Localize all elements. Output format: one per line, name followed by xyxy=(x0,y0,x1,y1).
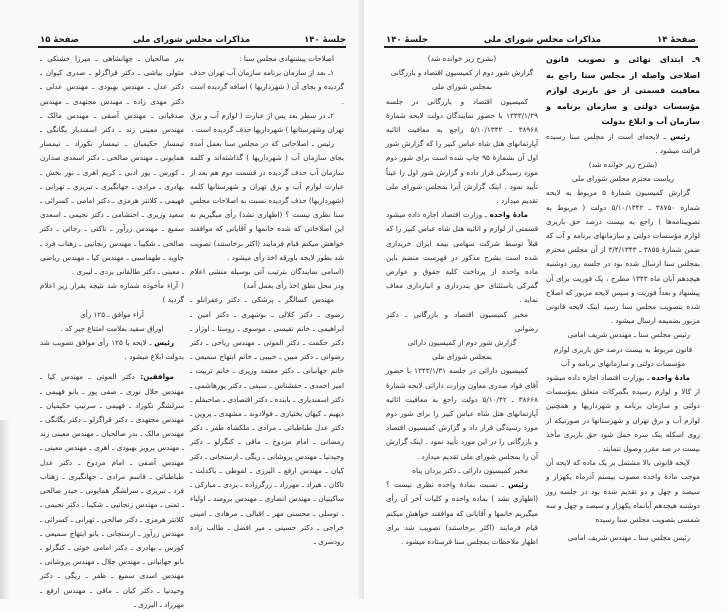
page-15 xyxy=(0,0,364,609)
page-header xyxy=(40,31,346,45)
paragraph: رئیس ـ نسبت بمادهٔ واحده نظری نیست ؟ (اظهاری نشد ) بماده واحده و کلیات آخر آن رأی میگیریم خانمها و آقایانی که موافقند خواهش میکنم قیام فرمایند (اکثر برخاستند) تصویب شد برای اظهار ملاحظات بمجلس سنا فرستاده میشود . xyxy=(386,480,538,546)
signature: مخبر کمیسیون دارائی ـ دکتر یزدان پناه xyxy=(412,465,528,475)
paragraph: لایحه قانونی بالا مشتمل بر یک ماده که لایحه آن موجب مادهٔ واحده مصوب بیستم آذرماه یکهزار و سیصد و چهل و دو تقدیم شده بود در جلسه روز دوشنبه هیجدهم آبانماه یکهزار و سیصد و چهل و سه شمسی بتصویب مجلس سنا رسیده xyxy=(546,458,700,524)
speaker-label: رئیس xyxy=(154,338,174,348)
paragraph: مادهٔ واحده ـ وزارت اقتصاد اجازه داده میشود قسمتی از لوازم و اثاثیه هتل شاه عباس کبیر را که قبلاً توسط شرکت سهامی بیمه ایران خریداری شده است بشرح مذکور در فهرست منضم باین ماده واحده از پرداخت کلیه حقوق و عوارض گمرکی باستثنای حق بندرداری و انبارداری معاف نماید . xyxy=(386,210,538,305)
vote-count: آراء موافق ـ ۱۲۵ رأی xyxy=(80,309,144,319)
paragraph: ۲ـ در سطر بعد پس از عبارت ( لوازم آب و برق تهران وشهرستانها ) شهرداریها حذف گردیده است . xyxy=(190,110,344,135)
signature: رئیس مجلس سنا ـ مهندس شریف امامی xyxy=(567,330,690,340)
running-title: مذاکرات مجلس شورای ملی xyxy=(483,35,602,45)
text-column-right xyxy=(546,52,700,545)
scan-shadow xyxy=(0,420,10,599)
report-title: گزارش شور دوم از کمیسیون اقتصاد و بازرگانی xyxy=(390,68,534,78)
session-number: جلسهٔ ۱۴۰ xyxy=(386,35,428,45)
paragraph: ۱ـ بعد از سازمان برنامه سازمان آب تهران حذف گردیده و بجای آن ( شهرداریها ) اضافه گردیده است . xyxy=(190,68,344,106)
text-column-left xyxy=(386,52,538,549)
text-column-left xyxy=(40,52,184,612)
header-rule xyxy=(384,46,698,48)
signature: رئیس مجلس سنا ـ مهندس شریف امامی xyxy=(567,533,690,543)
roll-call-list: بدر صالحیان ـ جهانشاهی ـ میرزا خشتکی ـ متولی بیاشی ـ دکتر قراگزلو ـ صدری کیوان ـ دکتر عدل ـ مهندس بهبودی ـ مهندس عدلی ـ دکتر مهدی زاده ـ مهندس مجتهدی ـ مهندس صدقیانی ـ مهندس آصفی ـ مهندس مالک ـ مهندس معینی زند ـ دکتر اسفندیار یگانگی ـ تیمسار حکیمیان ـ تیمسار نکوزاد ـ تیمسار همایونی ـ مهندس صالحی ـ دکتر اسعدی صدارن ـ کورس ـ پور ادبی ـ کریم اهری ـ نور بخش ـ بهادری ـ مرادی ـ جهانگیری ـ تبریزی ـ تهرانی ـ فهیمی ـ کلانتر هرمزی ـ دکتر امامی ـ کسرائی ـ سعید وزیری ـ احتشامی ـ دکتر نجیمی ـ اسعدی سمیع ـ مهندس زرآور ـ تاکنی ـ رجائی ـ دکتر صالحی ـ شکیبا ـ مهندس زنجانیی ـ زهتاب فرد ـ جاوید ـ طهماسبی ـ مهندس کیا ـ مهندس ریاضی ـ معینی ـ دکتر طالقانی یزدی ـ لیبری . xyxy=(40,54,184,277)
signature: مخبر کمیسیون اقتصاد و بازرگانی ـ دکتر رضوانی xyxy=(386,309,538,333)
paragraph: (اسامی نمایندگان بترتیب آتی بوسیله منشی اعلام ودر محل نطق اخذ رأی بعمل آمد) xyxy=(190,267,344,291)
addressee: بمجلس شورای ملی xyxy=(432,352,492,362)
paragraph: ( آراء مأخوذه شماره شد نتیجه بقرار زیر اعلام گردید ) xyxy=(40,281,184,305)
article-label: مادهٔ واحده xyxy=(489,210,528,220)
paragraph: رئیس ـ لایحه‌ای است از مجلس سنا رسیده قرائت میشود . xyxy=(546,131,700,155)
running-title: مذاکرات مجلس شورای ملی xyxy=(132,35,251,45)
page-header xyxy=(386,31,696,45)
addressee: بمجلس شورای ملی xyxy=(432,82,492,92)
paragraph: اوراق سفید بعلامت امتناع جبر کد . xyxy=(60,323,164,333)
paragraph: اصلاحات پیشنهادی مجلس سنا : xyxy=(239,54,334,63)
section-label: موافقین: xyxy=(140,372,174,382)
section-title: ۹ـ ابتدای نهائی و تصویب قانون اصلاحی واصله از مجلس سنا راجع به معافیت قسمتی از حق باربری لوازم مؤسسات دولتی و سازمان برنامه و سازمان آب و ابلاغ بدولت xyxy=(546,55,700,126)
report-title: گزارش شور دوم از کمیسیون دارائی xyxy=(407,338,517,348)
speaker-label: رئیس xyxy=(670,131,690,141)
page-number: صفحهٔ ۱۴ xyxy=(657,35,696,45)
paragraph: مادهٔ واحده ـ بوزارت اقتصاد اجازه داده میشود از کالا و لوازم رسیده بگمرکات متعلق بمؤسسات دولتی و سازمان برنامه و شهرداریها و همچنین لوازم آب و برق تهران و شهرستانها در صورتیکه از روی اسکله بنک سره حمل شود حق باربری مأخذ بیست در صد مقرر وصول ننمایند . xyxy=(546,372,700,453)
paragraph: (بشرح زیر خوانده شد) xyxy=(427,54,497,63)
page-14 xyxy=(364,0,727,599)
paragraph: موافقین: دکتر الموتی ـ مهندس کیا ـ مهندس جلال نوری ـ صفی پور ـ بانو فهیمی ـ سرلشگر نکوزاد ـ فهیمی ـ سرتیپ حکیمیان ـ مهندس مجتهدی ـ دکتر قراگزلو ـ دکتر یگانگی ـ مهندس مالک ـ بدر صالحیان ـ مهندس معینی زند ـ مهندس پرویز بهبودی ـ اهری ـ مهندس معینی ـ مهندس آصفی ـ امام مردوخ ـ دکتر عدل طباطبائی ـ قاسم مرادی ـ جهانگیری ـ زهتاب فرد ـ تبریزی ـ سرلشگر همایونی ـ حیدر صالحی ـ تمنی ـ مهندس زنجانیی ـ شکیبا ـ دکتر نجیمی ـ کلانتر هرمزی ـ دکتر صالحی ـ تهرانی ـ کسرائی ـ مهندس زرآور ـ ارسنجانی ـ بانو ابتهاج سمیعی ـ کورس ـ بهادری ـ دکتر امامی خوئی ـ کنگرلو ـ بانو جهانبانی ـ مهندس جلال ـ مهندس پروشانی ـ مهندس اسدی سمیع ـ ظفر ـ ریگی ـ دکتر وحیدنیا ـ دکتر کیان ـ ماقی ـ مهندس ارفع ـ مهرزاد ـ البرزی ـ xyxy=(40,372,184,609)
paragraph: کمیسیون دارائی در جلسه ۱۳۴۳/۱/۳۱ با حضور آقای فواد صدری معاون وزارت دارائی لایحه شمارهٔ ۳۸۶۶۸ ـ ۵/۱۰/۴۲ دولت راجع به معافیت اثاثیه آپارتمانهای هتل شاه عباس کبیر را برای شور دوم مورد رسیدگی قرار داد و گزارش کمیسیون اقتصاد و بازرگانی را در این مورد تأیید نمود . اینک گزارش آن را بمجلس شورای ملی تقدیم میدارد . xyxy=(386,366,538,461)
paragraph: گزارش کمیسیون شمارهٔ ۵ مربوط به لایحه شماره ۳۸۷۵۰ ـ ۵/۱۰/۱۳۴۲ دولت ( مربوط به تصویبنامه‌ها ) راجع به بیست درصد حق باربری لوازم مؤسسات دولتی و سازمانهای برنامه و آب که ضمن شمارهٔ ۳۸۵۵ ـ ۴/۴/۱۳۴۳ از آن مجلس محترم بمجلس سنا ارسال شده بود در جلسه روز دوشنبه هیجدهم آبان ماه ۱۳۴۳ مطرح ، یک فوریت برای آن پیشنهاد و بعداً فوریت و سپس لایحه مزبور که اصلاح شده بتصویب مجلس سنا رسید اینک لایحه قانونی مزبور بضمیمه ارسال میشود . xyxy=(546,188,701,326)
paragraph: (بشرح زیر خوانده شد) xyxy=(588,159,658,169)
article-label: مادهٔ واحده xyxy=(651,372,690,382)
speaker-label: رئیس xyxy=(508,480,528,490)
text-column-right xyxy=(190,52,344,549)
paragraph: رئیس ـ اصلاحاتی که در مجلس سنا بعمل آمده بجای سازمان آب ( شهرداریها ) گذاشته‌اند و کلمه سازمان آب حذف گردیده در قسمت دوم هم بعد از عبارت لوازم آب و برق تهران و شهرستانها کلمه (شهرداریها) حذف گردیده نسبت به اصلاحات مجلس سنا نظری نیست ؟ (اظهاری نشد) رأی میگیریم به این اصلاحاتی که شده خانمها و آقایانی که موافقند خواهش میکنم قیام فرمایند (اکثر برخاستند) تصویب شد بطور لایحه باورقه اخذ رأی میشود . xyxy=(190,139,344,262)
paragraph: کمیسیون اقتصاد و بازرگانی در جلسه ۱۳۴۳/۱/۲۹ با حضور نمایندگان دولت لایحه شمارهٔ ۳۸۹۶۸ ـ ۵/۱۰/۱۳۴۲ راجع به معافیت اثاثیه آپارتمانهای هتل شاه عباس کبیر را که گزارش شور اول آن بشمارهٔ ۹۵ چاپ شده است برای شور دوم مورد رسیدگی قرار داده و گزارش شور اول را عیناً تأیید نمود . اینک گزارش آنرا بمجلس شورای ملی تقدیم میدارد . xyxy=(386,96,538,206)
paragraph: رئیس ـ لایحه با ۱۲۵ رأی موافق تصویب شد بدولت ابلاغ میشود . xyxy=(40,338,184,362)
law-title: قانون مربوط به بیست درصد حق باربری لوازم مؤسسات دولتی و سازمانهای برنامه و آب xyxy=(553,344,693,368)
roll-call-list: مهندس کسالگر ـ پزشکی ـ دکتر زعفرانلو ـ رضوی ـ دکتر کلالی ـ بوشهری ـ دکتر امین ـ ابراهیمی ـ خانم نفیسی ـ موسوی ـ روستا ـ اوزار ـ دکتر حکمت ـ دکتر الموتی ـ مهندس ریاحی ـ دکتر رضوانی ـ دکتر مبین ـ حبیبی ـ خانم ابتهاج سمیعی ـ خانم جهانبانی ـ دکتر معتمد وزیری ـ خانم تربیت ـ امیر احمدی ـ حقشناس ـ سیفی ـ دکتر پورهاشمی ـ دکتر اسفندیاری ـ بابنده ـ دکتر اقتصادی ـ صاحبقلم ـ دیهیم ـ کیهان بختیاری ـ فولادوند ـ مشهدی ـ پروین ـ دکتر عدل طباطبائی ـ مرادی ـ ملکشاه ظفر ـ دکتر رمضانی ـ امام مردوخ ـ ماقی ـ کنگرلو ـ دکتر وحیدنیا ـ مهندس پروشانی ـ ریگی ـ ارسنجانی ـ دکتر کیان ـ مهندس ارفع ـ البرزی ـ لفوطی ـ باکدلت ـ تاکان ـ هیراد ـ مهرزاد ـ زرگرزاده ـ یزدی ـ مبارکی ـ ساکینیان ـ مهندس انصاری ـ مهندس برومند ـ اولیاء ـ توسلی ـ محسنی مهر ـ اقبالی ـ مرهادی ـ امینی خراجی ـ دکتر حسینی ـ میر افضل ـ طالب زاده رودسری ـ xyxy=(190,295,344,546)
session-number: جلسهٔ ۱۴۰ xyxy=(304,35,346,45)
paragraph: ریاست محترم مجلس شورای ملی xyxy=(571,174,675,184)
page-number: صفحهٔ ۱۵ xyxy=(40,35,79,45)
header-rule xyxy=(38,46,346,48)
